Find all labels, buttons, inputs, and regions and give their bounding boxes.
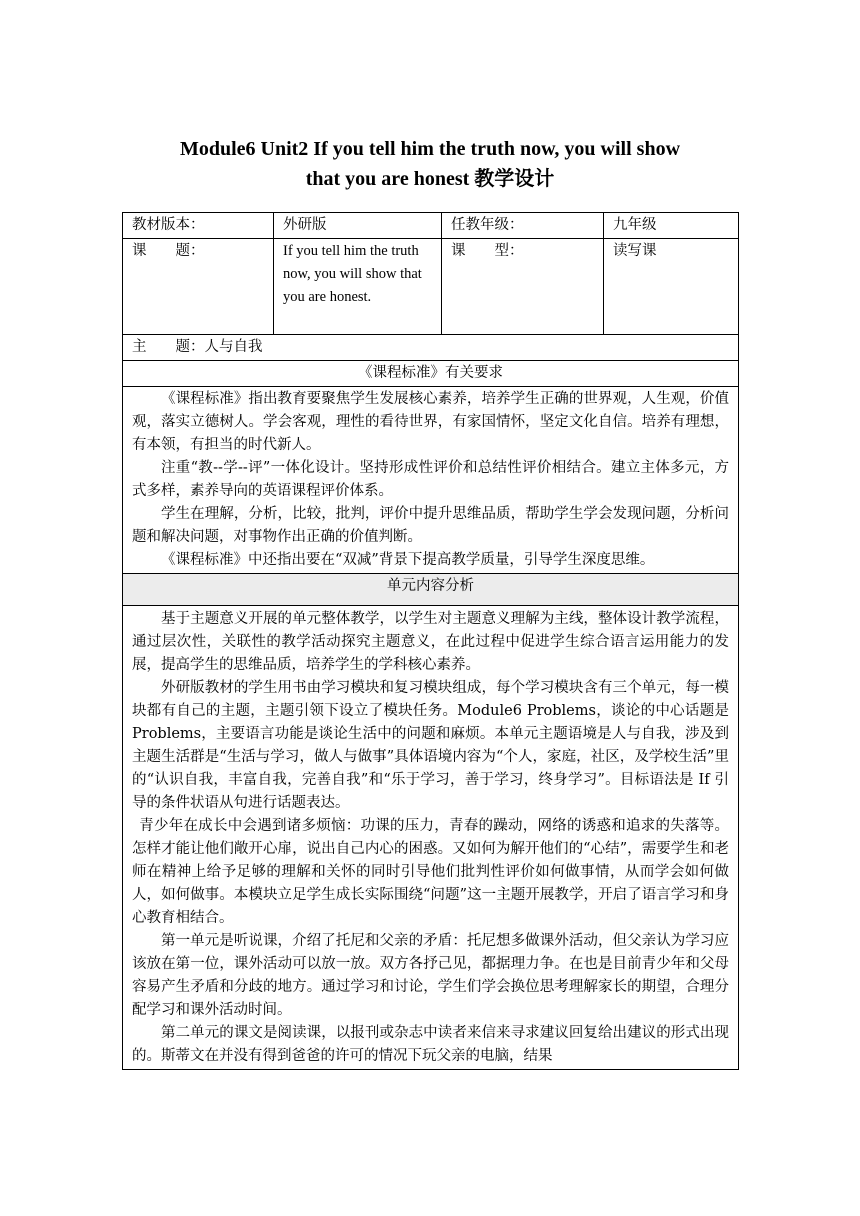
lesson-plan-table	[122, 212, 739, 1070]
edition-label: 教材版本：	[123, 213, 274, 239]
topic-row	[123, 239, 739, 335]
topic-label: 课 题：	[123, 239, 274, 335]
analysis-header-row	[123, 574, 739, 606]
standards-header-row	[123, 361, 739, 387]
grade-label: 任教年级：	[442, 213, 604, 239]
standards-paragraph-3: 学生在理解，分析，比较，批判，评价中提升思维品质，帮助学生学会发现问题，分析问题和解决问题，对事物作出正确的价值判断。	[132, 506, 729, 545]
title-line-1: Module6 Unit2 If you tell him the truth now, you will show	[179, 138, 681, 160]
standards-paragraph-1: 《课程标准》指出教育要聚焦学生发展核心素养，培养学生正确的世界观，人生观，价值观，落实立德树人。学会客观，理性的看待世界，有家国情怀，坚定文化自信。培养有理想，有本领，有担当的时代新人。	[132, 391, 729, 453]
grade-value: 九年级	[604, 213, 739, 239]
analysis-paragraph-3: 青少年在成长中会遇到诸多烦恼：功课的压力，青春的躁动，网络的诱惑和追求的失落等。怎样才能让他们敞开心扉，说出自己内心的困惑。又如何为解开他们的“心结”，需要学生和老师在精神上给予足够的理解和关怀的同时引导他们批判性评价如何做事情，从而学会如何做人，如何做事。本模块立足学生成长实际围绕“问题”这一主题开展教学，开启了语言学习和身心教育相结合。	[132, 818, 729, 926]
analysis-paragraph-2: 外研版教材的学生用书由学习模块和复习模块组成，每个学习模块含有三个单元，每一模块都有自己的主题，主题引领下设立了模块任务。Module6 Problems，谈论的中心话题是 Problems，主要语言功能是谈论生活中的问题和麻烦。本单元主题语境是人与自我，涉及到主题生活群是“生活与学习，做人与做事”具体语境内容为“个人，家庭，社区，及学校生活”里的“认识自我，丰富自我，完善自我”和“乐于学习，善于学习，终身学习”。目标语法是 If 引导的条件状语从句进行话题表达。	[132, 680, 729, 811]
analysis-body-row	[123, 606, 739, 1070]
edition-row	[123, 213, 739, 239]
document-title	[100, 134, 760, 194]
type-label: 课 型：	[442, 239, 604, 335]
theme-cell: 主 题：人与自我	[123, 335, 739, 361]
topic-value: If you tell him the truth now, you will show that you are honest.	[274, 239, 442, 335]
standards-header: 《课程标准》有关要求	[123, 361, 739, 387]
analysis-paragraph-1: 基于主题意义开展的单元整体教学，以学生对主题意义理解为主线，整体设计教学流程，通过层次性，关联性的教学活动探究主题意义，在此过程中促进学生综合语言运用能力的发展，提高学生的思维品质，培养学生的学科核心素养。	[132, 611, 729, 673]
edition-value: 外研版	[274, 213, 442, 239]
standards-body-row	[123, 387, 739, 574]
analysis-paragraph-5: 第二单元的课文是阅读课，以报刊或杂志中读者来信来寻求建议回复给出建议的形式出现的。斯蒂文在并没有得到爸爸的许可的情况下玩父亲的电脑，结果	[132, 1025, 729, 1064]
title-line-2: that you are honest 教学设计	[305, 168, 555, 190]
standards-body	[123, 387, 739, 574]
type-value: 读写课	[604, 239, 739, 335]
analysis-paragraph-4: 第一单元是听说课，介绍了托尼和父亲的矛盾：托尼想多做课外活动，但父亲认为学习应该放在第一位，课外活动可以放一放。双方各抒己见，都据理力争。在也是目前青少年和父母容易产生矛盾和分歧的地方。通过学习和讨论，学生们学会换位思考理解家长的期望，合理分配学习和课外活动时间。	[132, 933, 729, 1018]
standards-paragraph-4: 《课程标准》中还指出要在“双减”背景下提高教学质量，引导学生深度思维。	[161, 552, 655, 568]
analysis-body	[123, 606, 739, 1070]
standards-paragraph-2: 注重“教--学--评”一体化设计。坚持形成性评价和总结性评价相结合。建立主体多元，方式多样，素养导向的英语课程评价体系。	[132, 460, 729, 499]
theme-row	[123, 335, 739, 361]
analysis-header: 单元内容分析	[123, 574, 739, 606]
